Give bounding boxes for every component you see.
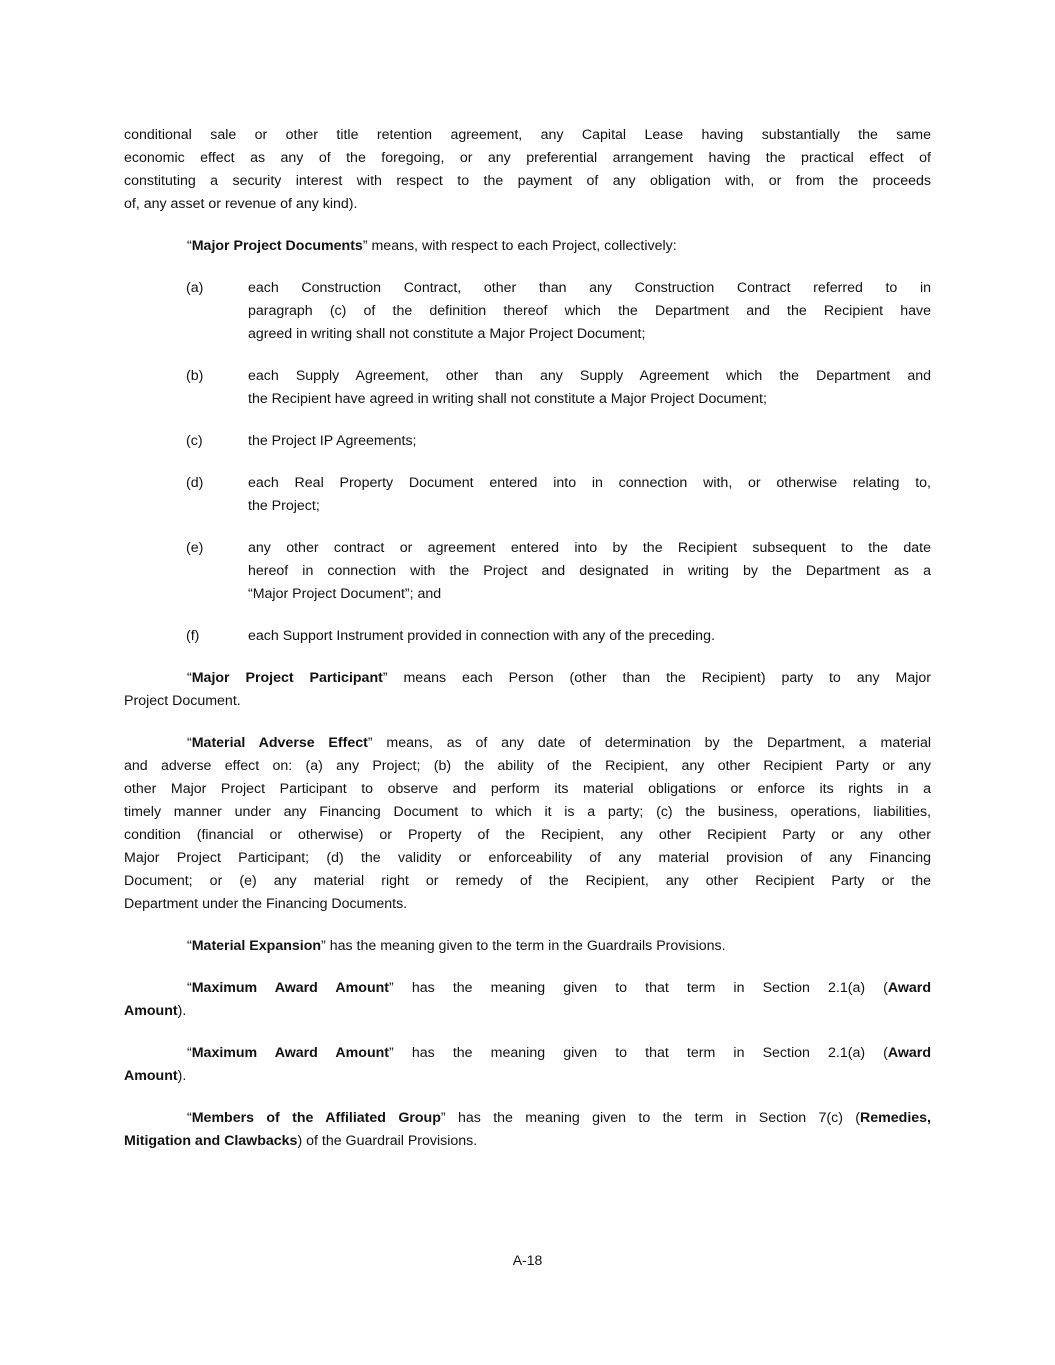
text-line: hereof in connection with the Project and designated in writing by the Department as a bbox=[248, 563, 931, 579]
text-line: paragraph (c) of the definition thereof which the Department and the Recipient have bbox=[248, 303, 931, 319]
text-line: any other contract or agreement entered into by the Recipient subsequent to the date bbox=[248, 540, 931, 556]
defined-term: Material Adverse Effect bbox=[191, 735, 368, 751]
list-item-label: (a) bbox=[186, 280, 204, 296]
text-line: Mitigation and Clawbacks) of the Guardrail Provisions. bbox=[124, 1133, 478, 1149]
document-body bbox=[124, 124, 931, 1172]
defined-term: Remedies, bbox=[860, 1110, 931, 1126]
text-line: and adverse effect on: (a) any Project; (b) the ability of the Recipient, any other Recipient Party or any bbox=[124, 758, 931, 774]
text-line: “Major Project Document”; and bbox=[248, 586, 442, 602]
text-line: Department under the Financing Documents. bbox=[124, 896, 408, 912]
defined-term: Award bbox=[887, 980, 931, 996]
text-line: “Major Project Participant” means each Person (other than the Recipient) party to any Major bbox=[187, 670, 931, 686]
list-item-label: (b) bbox=[186, 368, 204, 384]
defined-term: Members of the Affiliated Group bbox=[191, 1110, 441, 1126]
page-number: A-18 bbox=[512, 1252, 543, 1268]
text-line: the Project IP Agreements; bbox=[248, 433, 417, 449]
list-item-label: (d) bbox=[186, 475, 204, 491]
text-line: constituting a security interest with respect to the payment of any obligation with, or from the proceeds bbox=[124, 173, 931, 189]
text-line: timely manner under any Financing Document to which it is a party; (c) the business, operations, liabilities, bbox=[124, 804, 931, 820]
text-line: Project Document. bbox=[124, 693, 241, 709]
defined-term: Mitigation and Clawbacks bbox=[124, 1133, 298, 1149]
text-line: “Material Expansion” has the meaning given to the term in the Guardrails Provisions. bbox=[187, 938, 726, 954]
list-item-label: (c) bbox=[186, 433, 203, 449]
text-line: economic effect as any of the foregoing, or any preferential arrangement having the practical effect of bbox=[124, 150, 931, 166]
defined-term: Major Project Participant bbox=[191, 670, 383, 686]
text-line: “Members of the Affiliated Group” has the meaning given to the term in Section 7(c) (Remedies, bbox=[187, 1110, 931, 1126]
text-line: of, any asset or revenue of any kind). bbox=[124, 196, 358, 212]
text-line: the Recipient have agreed in writing shall not constitute a Major Project Document; bbox=[248, 391, 767, 407]
text-line: Document; or (e) any material right or remedy of the Recipient, any other Recipient Party or the bbox=[124, 873, 931, 889]
defined-term: Material Expansion bbox=[191, 938, 322, 954]
text-line: “Major Project Documents” means, with respect to each Project, collectively: bbox=[187, 238, 677, 254]
text-line: conditional sale or other title retention agreement, any Capital Lease having substantially the same bbox=[124, 127, 931, 143]
text-line: “Material Adverse Effect” means, as of any date of determination by the Department, a material bbox=[187, 735, 931, 751]
defined-term: Amount bbox=[124, 1003, 178, 1019]
defined-term: Amount bbox=[124, 1068, 178, 1084]
list-item-label: (e) bbox=[186, 540, 204, 556]
paragraph bbox=[124, 732, 931, 916]
list-item bbox=[124, 537, 931, 606]
defined-term: Maximum Award Amount bbox=[191, 980, 390, 996]
defined-term: Maximum Award Amount bbox=[191, 1045, 390, 1061]
list-item bbox=[124, 430, 931, 453]
text-line: Major Project Participant; (d) the validity or enforceability of any material provision of any Financing bbox=[124, 850, 931, 866]
paragraph bbox=[124, 667, 931, 713]
defined-term: Award bbox=[887, 1045, 931, 1061]
list-item bbox=[124, 277, 931, 346]
paragraph bbox=[124, 1107, 931, 1153]
text-line: Amount). bbox=[124, 1003, 187, 1019]
text-line: “Maximum Award Amount” has the meaning given to that term in Section 2.1(a) (Award bbox=[187, 1045, 931, 1061]
text-line: “Maximum Award Amount” has the meaning given to that term in Section 2.1(a) (Award bbox=[187, 980, 931, 996]
defined-term: Major Project Documents bbox=[191, 238, 363, 254]
list-item bbox=[124, 625, 931, 648]
text-line: each Support Instrument provided in connection with any of the preceding. bbox=[248, 628, 715, 644]
text-line: each Construction Contract, other than any Construction Contract referred to in bbox=[248, 280, 931, 296]
paragraph bbox=[124, 1042, 931, 1088]
list-item bbox=[124, 472, 931, 518]
text-line: condition (financial or otherwise) or Property of the Recipient, any other Recipient Party or any other bbox=[124, 827, 931, 843]
text-line: each Supply Agreement, other than any Supply Agreement which the Department and bbox=[248, 368, 931, 384]
text-line: agreed in writing shall not constitute a Major Project Document; bbox=[248, 326, 646, 342]
paragraph bbox=[124, 124, 931, 216]
list-item-label: (f) bbox=[186, 628, 200, 644]
text-line: each Real Property Document entered into in connection with, or otherwise relating to, bbox=[248, 475, 931, 491]
list-item bbox=[124, 365, 931, 411]
text-line: the Project; bbox=[248, 498, 320, 514]
text-line: Amount). bbox=[124, 1068, 187, 1084]
paragraph bbox=[124, 235, 931, 258]
paragraph bbox=[124, 977, 931, 1023]
text-line: other Major Project Participant to observe and perform its material obligations or enforce its rights in a bbox=[124, 781, 931, 797]
paragraph bbox=[124, 935, 931, 958]
